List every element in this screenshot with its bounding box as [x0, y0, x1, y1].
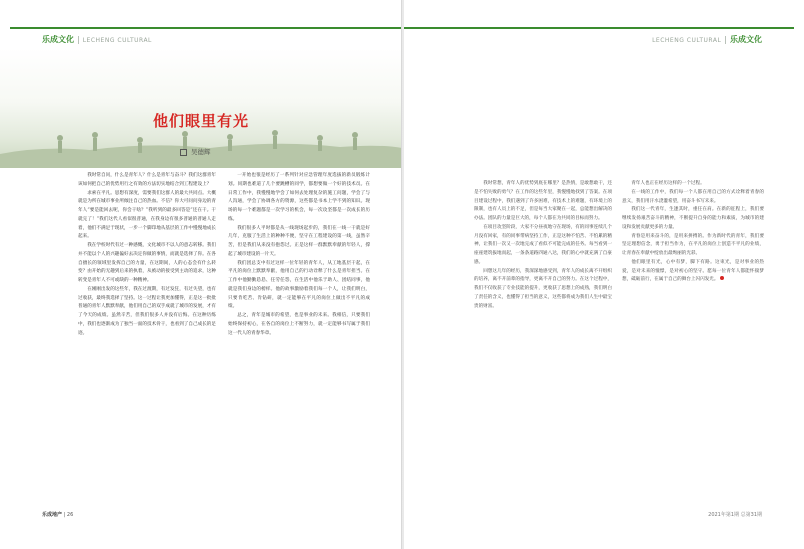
- paragraph: 总之，青年是城市的希望，也是事业的未来。我相信，只要我们始终保持初心，在各自的岗位上不断努力，就一定能够书写属于我们这一代人的青春华章。: [228, 313, 370, 336]
- right-column-2: [622, 180, 764, 496]
- author-box-icon: [180, 149, 187, 156]
- left-column-2: [228, 172, 370, 496]
- author-name: 吴德辉: [191, 148, 211, 156]
- section-name-en: LECHENG CULTURAL: [82, 37, 152, 44]
- header-rule: [10, 27, 402, 29]
- magazine-name: 乐成地产: [42, 512, 63, 518]
- page-footer: [708, 511, 762, 518]
- section-name-cn: 乐成文化: [730, 35, 762, 44]
- left-column-1: [78, 172, 216, 496]
- section-name-cn: 乐成文化: [42, 35, 74, 44]
- paragraph: [622, 259, 764, 285]
- paragraph: 一开始也很是经历了一系列针对应急管理年度选拔的新员锻炼计划。同期也难道了几个要跳槽的同学，都想要做一个好的技术员。在日常工作中，我慢慢地学会了如何去处理复杂的施工问题，学会了与人沟通，学会了协调各方的资源，这些都是书本上学不到的知识。现场的每一个难题都是一次学习的机会，每一次攻坚都是一次成长的历练。: [228, 173, 370, 222]
- issue-info: 2021年第1期 总第31期: [708, 512, 762, 518]
- paragraph: 回想这几年的经历，我深深地感受到，青年人的成长离不开组织的培养，离不开前辈的指导，更离不开自己的努力。在这个过程中，我们不仅收获了专业技能的提升，更收获了思想上的成熟，我们明白了责任的含义，也懂得了担当的意义，这些都将成为我们人生中最宝贵的财富。: [474, 268, 612, 309]
- right-page: [404, 0, 804, 549]
- paragraph: 我们这一代青年，生逢其时，重任在肩。在新的征程上，我们要继续发扬艰苦奋斗的精神，不断提升自身的能力和素质，为城市的建设和发展贡献更多的力量。: [622, 207, 764, 230]
- paragraph: 求索在平凡。思想有深度，需要我们这群人的最大共同点。大概就是为所在城市事业所倾注自己的热血。不信？你大可问问身边的青年人“要是能回去呢，你会干啥？”我听到的最多回答是“还在干。干就完了！”我们这代人看似很普通，在我身边有很多普通的普通人走着，他们不满足于现状，一步一个脚印地从基层的工作中慢慢地成长起来。: [78, 190, 216, 240]
- paragraph: 青春是用来奋斗的，是用来拼搏的。作为新时代的青年，我们要坚定理想信念，勇于担当作为，在平凡的岗位上创造不平凡的业绩，让青春在奉献中绽放出最绚丽的光彩。: [622, 233, 764, 256]
- paragraph: 我们团总支中有过这样一位年轻的青年人，从工地基层干起，在平凡的岗位上默默奉献，他用自己的行动诠释了什么是青年担当。在工作中他勤勤恳恳、任劳任怨，在生活中他乐于助人、团结同事，他就是我们身边的榜样。他的故事激励着我们每一个人，让我们明白，只要肯吃苦、肯钻研，就一定能够在平凡的岗位上做出不平凡的成绩。: [228, 260, 370, 310]
- paragraph: 在刚刚出发的这些年，我在过渡期，有过发狂，有过失望，也有过收获，最终我选择了坚持。这一过程让我更加懂得，正是这一批批普通的青年人默默奉献，他们用自己的双手成就了城市的发展，才有了今天的成绩。虽然辛苦，但我们很多人并没有后悔。在这种历练中，我们也逐渐成为了独当一面的技术骨干，也看到了自己成长的足迹。: [78, 286, 216, 336]
- paragraph: 在项目攻坚阶段，大家不分昼夜地守在现场，有的同事连续几个月没有回家，有的同事带病坚持工作，正是这种不怕苦、不怕累的精神，让我们一次又一次地完成了看似不可能完成的任务。每当看到一座座建筑拔地而起，一条条道路四通八达，我们的心中就充满了自豪感。: [474, 224, 612, 265]
- section-header: 乐成文化 | LECHENG CULTURAL: [42, 35, 152, 44]
- paragraph: 我时常自问，什么是青年人？什么是青年与奋斗？我们这群青年该如何把自己的优势用行之有效的方法切实地结合到工程建设上？: [78, 173, 216, 187]
- section-header: LECHENG CULTURAL | 乐成文化: [652, 35, 762, 44]
- paragraph: 在一线的工作中，我们每一个人都在用自己的方式诠释着青春的意义，我们用汗水浇灌希望，用奋斗书写未来。: [622, 189, 764, 204]
- paragraph: 我时常想，青年人的优势到底在哪里？是热情，是敢想敢干，还是不怕失败的勇气？在工作的这些年里，我慢慢地找到了答案。在项目建设过程中，我们遇到了许多困难，有技术上的难题，有环境上的限制，也有人员上的不足，但是每当大家聚在一起，总能想出解决的办法。团队的力量是巨大的，每个人都在为共同的目标而努力。: [474, 181, 612, 221]
- right-column-1: [474, 180, 612, 496]
- page-number: 26: [66, 512, 74, 518]
- article-title: 他们眼里有光: [152, 112, 249, 130]
- paragraph: 我在学校时代有过一种感慨，文化城市不以人的意志转移。我们并不能以个人的兴趣偏好去决定你做的事情，而就是选择了你。在各自擅长的领域里发挥自己的力量，在这期间，人的心态会有什么转变？由开始的无趣到后来的执着，从被动的接受到主动的追求，这种转变是青年人不可或缺的一种精神。: [78, 243, 216, 283]
- author-byline: [180, 147, 211, 156]
- section-name-en: LECHENG CULTURAL: [652, 37, 722, 44]
- paragraph: 我们很多人平时都是从一线现场起步的，我们在一线一干就是好几年，克服了生活上的种种不便，坚守在工程建设的第一线，虽然辛苦，但是我们从来没有抱怨过。正是这样一群默默奉献的年轻人，撑起了城市建设的一片天。: [228, 225, 370, 257]
- end-mark-icon: [720, 276, 724, 280]
- page-footer: 乐成地产 | 26: [42, 512, 74, 518]
- paragraph: 青年人也正在经历这样的一个过程。: [631, 181, 705, 186]
- header-rule: [404, 27, 794, 29]
- paragraph-text: 他们眼里有光，心中有梦，脚下有路。这束光，是对事业的热爱，是对未来的憧憬，是对初心的坚守。愿每一位青年人都能怀揣梦想，砥砺前行，在属于自己的舞台上闪闪发光。: [622, 259, 764, 283]
